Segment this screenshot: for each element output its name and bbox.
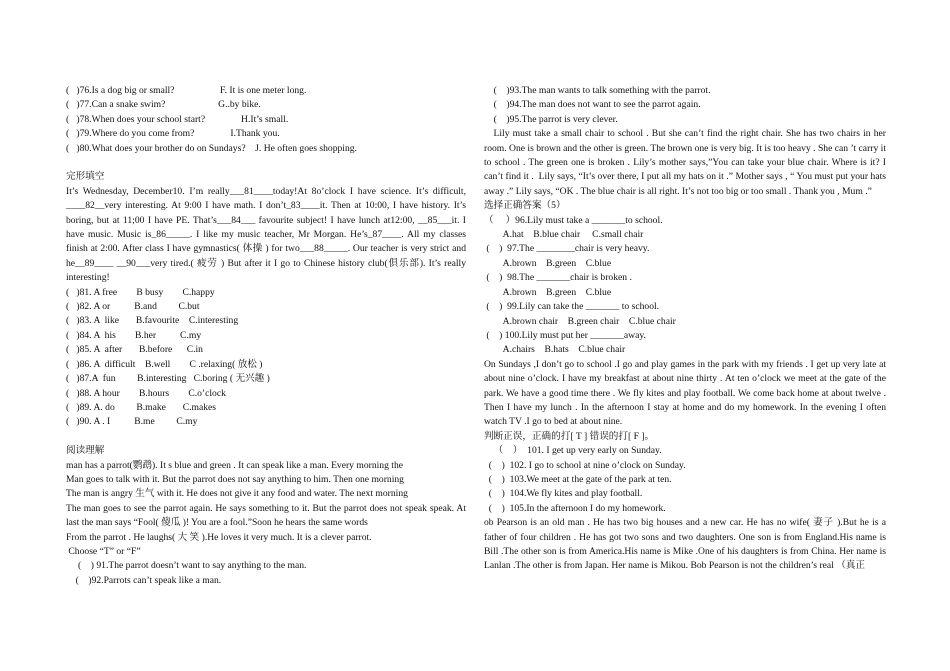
cloze-option-84: ( )84. A his B.her C.my [66, 329, 202, 341]
choice-100-options: A.chairs B.hats C.blue chair [484, 344, 626, 356]
parrot-line-2: Man goes to talk with it. But the parrot does not say anything to him. Then one morning [66, 473, 404, 485]
judge-103: ( ) 103.We meet at the gate of the park at ten. [484, 473, 672, 485]
choice-99: ( ) 99.Lily can take the _______ to school. [484, 301, 660, 313]
right-column [484, 84, 889, 574]
spacer [66, 156, 466, 170]
match-item-76: ( )76.Is a dog big or small? F. It is one meter long. [66, 85, 307, 96]
left-column [66, 84, 466, 588]
match-item-80: ( )80.What does your brother do on Sundays? J. He often goes shopping. [66, 142, 357, 154]
parrot-last-line: From the parrot . He laughs( 大 笑 ).He loves it very much. It is a clever parrot. [66, 531, 372, 543]
spacer [66, 430, 466, 444]
cloze-option-81: ( )81. A free B busy C.happy [66, 286, 215, 298]
choice-97: ( ) 97.The ________chair is very heavy. [484, 243, 650, 255]
tf-item-91: ( ) 91.The parrot doesn’t want to say anything to the man. [66, 560, 307, 572]
choice-98: ( ) 98.The _______chair is broken . [484, 272, 632, 284]
tf-item-92: ( )92.Parrots can’t speak like a man. [66, 574, 222, 586]
cloze-option-90: ( )90. A . I B.me C.my [66, 416, 198, 428]
match-item-78: ( )78.When does your school start? H.It’s small. [66, 113, 289, 125]
reading-heading: 阅读理解 [66, 445, 105, 457]
match-item-79: ( )79.Where do you come from? I.Thank you. [66, 128, 280, 140]
judge-102: ( ) 102. I go to school at nine o’clock on Sunday. [484, 459, 686, 471]
tf-item-93: ( )93.The man wants to talk something with the parrot. [484, 85, 711, 96]
judge-104: ( ) 104.We fly kites and play football. [484, 488, 643, 500]
cloze-heading: 完形填空 [66, 171, 105, 183]
choose-heading: 选择正确答案（5） [484, 200, 566, 212]
lily-passage: Lily must take a small chair to school . But she can’t find the right chair. She has two chairs in her room. One is brown and the other is green. The brown one is very big. It is too heavy . She can ’t carry it to school . The green one is broken . Lily’s mother says,”You can take your blue chair. Where is it? I can’t find it . Lily says, “It’s over there, I put all my hats on it .” Mother says , “ You must put your hats away .” Lily says, “OK . The blue chair is all right. It’s not too big or too small . Thank you , Mum .” [484, 128, 889, 197]
judge-heading: 判断正误，正确的打[ T ] 错误的打[ F ]。 [484, 430, 655, 442]
bob-passage: ob Pearson is an old man . He has two big houses and a new car. He has no wife( 妻子 ).But he is a father of four children . He has got two sons and two daughters. One son is from England.His name is Bill .The other son is from America.His name is Mike .One of his daughters is from China. Her name is Lanlan .The other is from Japan. Her name is Mikou. Bob Pearson is not the children’s real （真正 [484, 517, 886, 572]
cloze-option-87: ( )87.A fun B.interesting C.boring ( 无兴趣 ) [66, 373, 270, 385]
choice-100: ( ) 100.Lily must put her _______away. [484, 329, 646, 341]
choice-97-options: A.brown B.green C.blue [484, 257, 612, 269]
cloze-option-85: ( )85. A after B.before C.in [66, 344, 203, 356]
tf-item-95: ( )95.The parrot is very clever. [484, 113, 618, 125]
choice-99-options: A.brown chair B.green chair C.blue chair [484, 315, 676, 327]
choice-98-options: A.brown B.green C.blue [484, 286, 612, 298]
judge-105: ( ) 105.In the afternoon I do my homework. [484, 502, 666, 514]
cloze-passage: It’s Wednesday, December10. I’m really___81____today!At 8o’clock I have science. It’s difficult, ____82__very interesting. At 9:00 I have math. I don’t_83____it. Then at 10:00, I have history. It’s boring, but at 11;00 I have PE. That’s___84___ favourite subject! I have lunch at12:00, __85___it. I have music. Music is_86_____. I like my music teacher, Mr Morgan. He’s_87____. All my classes finish at 2:00. After class I have gymnastics( 体操 ) for two___88_____. Our teacher is very strict and he__89____ __90___very tired.( 疲劳 ) But after it I go to Chinese history club(俱乐部). It’s really interesting! [66, 185, 466, 284]
parrot-line-3: The man is angry 生气 with it. He does not give it any food and water. The next morning [66, 488, 408, 500]
judge-101: （ ） 101. I get up very early on Sunday. [484, 445, 662, 457]
cloze-option-82: ( )82. A or B.and C.but [66, 301, 200, 313]
tf-item-94: ( )94.The man does not want to see the parrot again. [484, 99, 701, 111]
parrot-line-1: man has a parrot(鹦鹉). It s blue and green . It can speak like a man. Every morning the [66, 459, 403, 471]
cloze-option-88: ( )88. A hour B.hours C.o’clock [66, 387, 226, 399]
match-item-77: ( )77.Can a snake swim? G..by bike. [66, 99, 261, 111]
sunday-passage: On Sundays ,I don’t go to school .I go and play games in the park with my friends . I get up very late at about nine o’clock. I have my breakfast at about nine thirty . At ten o’clock we meet at the gate of the park. We have a good time there . We fly kites and play football. We come back home at about twelve . Then I have my lunch . In the afternoon I stay at home and do my homework. In the evening I often watch TV .I go to bed at about nine. [484, 358, 886, 428]
cloze-option-86: ( )86. A difficult B.well C .relaxing( 放松 ) [66, 358, 263, 370]
choice-96-options: A.hat B.blue chair C.small chair [484, 229, 644, 241]
parrot-paragraph: The man goes to see the parrot again. He says something to it. But the parrot does not speak speak. At last the man says “Fool( 傻瓜 )! You are a fool.”Soon he hears the same words [66, 502, 466, 529]
choose-tf-label: Choose “T” or “F” [66, 545, 141, 557]
cloze-option-89: ( )89. A. do B.make C.makes [66, 401, 217, 413]
cloze-option-83: ( )83. A like B.favourite C.interesting [66, 315, 239, 327]
choice-96: （ ）96.Lily must take a _______to school. [484, 214, 663, 226]
